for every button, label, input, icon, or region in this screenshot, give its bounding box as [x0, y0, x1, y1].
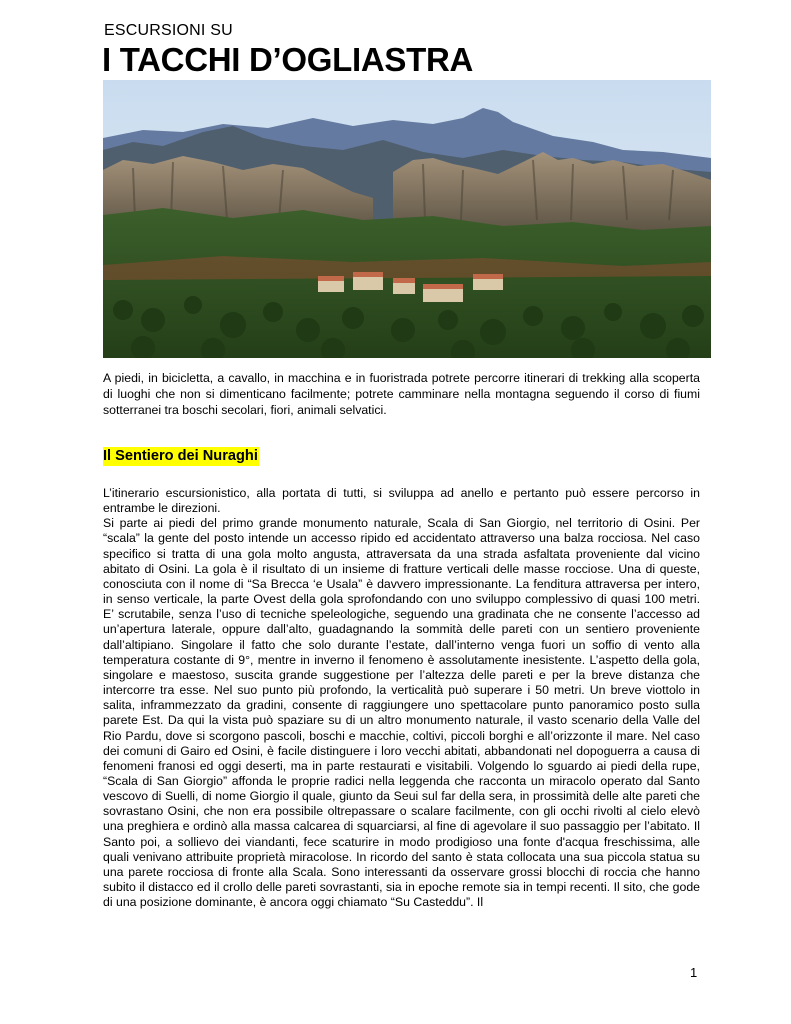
page-number: 1 — [690, 965, 698, 980]
document-title: I TACCHI D’OGLIASTRA — [102, 41, 474, 78]
header-kicker: ESCURSIONI SU — [104, 22, 233, 39]
section-body — [103, 486, 700, 910]
section-heading: Il Sentiero dei Nuraghi — [103, 448, 258, 464]
body-paragraph: L’itinerario escursionistico, alla portata di tutti, si sviluppa ad anello e pertanto può essere percorso in entrambe le direzioni. — [103, 486, 700, 516]
landscape-photo — [103, 80, 711, 358]
intro-paragraph: A piedi, in bicicletta, a cavallo, in macchina e in fuoristrada potrete percorre itinerari di trekking alla scoperta di luoghi che non si dimenticano facilmente; potrete camminare nella montagna seguendo il corso di fiumi sotterranei tra boschi secolari, fiori, animali selvatici. — [103, 371, 700, 417]
body-paragraph: Si parte ai piedi del primo grande monumento naturale, Scala di San Giorgio, nel territorio di Osini. Per “scala” la gente del posto intende un accesso ripido ed accidentato attraverso una balza rocciosa. Nel caso specifico si tratta di una gola molto angusta, attraversata da una strada asfaltata proveniente dal vicino abitato di Osini. La gola è il risultato di un insieme di fratture verticali delle masse rocciose. Una di queste, conosciuta con il nome di “Sa Brecca ‘e Usala” è davvero impressionante. La fenditura attraversa per intero, in senso verticale, la parte Ovest della gola sprofondando con uno sviluppo complessivo di quasi 100 metri. E’ scrutabile, senza l’uso di tecniche speleologiche, seguendo una gradinata che ne consente l’accesso ad un’apertura laterale, oppure dall’alto, guadagnando la sommità delle pareti con un sentiero proveniente dall’altipiano. Singolare il fatto che solo durante l’estate, dall’interno venga fuori un soffio di vento alla temperatura costante di 9°, mentre in inverno il fenomeno è assolutamente inesistente. L’aspetto della gola, singolare e maestoso, suscita grande suggestione per l’altezza delle pareti e per la breve distanza che intercorre tra esse. Nel suo punto più profondo, la verticalità può superare i 50 metri. Un breve viottolo in salita, inframmezzato da gradini, consente di raggiungere uno spettacolare punto panoramico posto sulla parete Est. Da qui la vista può spaziare su di un altro monumento naturale, il vasto scenario della Valle del Rio Pardu, dove si scorgono pascoli, boschi e macchie, coltivi, piccoli borghi e all’orizzonte il mare. Nel caso dei comuni di Gairo ed Osini, è facile distinguere i loro vecchi abitati, abbandonati nel dopoguerra a causa di fenomeni franosi ed oggi deserti, ma in parte restaurati e visitabili. Volgendo lo sguardo ai piedi della rupe, “Scala di San Giorgio” affonda le proprie radici nella leggenda che racconta un miracolo operato dal Santo vescovo di Suelli, di nome Giorgio il quale, giunto da Seui sul far della sera, in prossimità delle alte pareti che sovrastano Osini, che non era possibile oltrepassare o scalare facilmente, con gli occhi rivolti al cielo elevò una preghiera e ordinò alla massa calcarea di squarciarsi, al fine di agevolare il suo passaggio per l’abitato. Il Santo poi, a sollievo dei viandanti, fece scaturire in modo prodigioso una fonte d'acqua freschissima, alle quali venivano attribuite proprietà miracolose. In ricordo del santo è stata collocata una sua piccola statua su una parete rocciosa di fronte alla Scala. Sono interessanti da osservare grossi blocchi di roccia che hanno subito il distacco ed il crollo delle pareti sovrastanti, sia in epoche remote sia in tempi recenti. Il sito, che gode di una posizione dominante, è ancora oggi chiamato “Su Casteddu”. Il — [103, 516, 700, 910]
landscape-photo-illustration — [103, 80, 711, 358]
